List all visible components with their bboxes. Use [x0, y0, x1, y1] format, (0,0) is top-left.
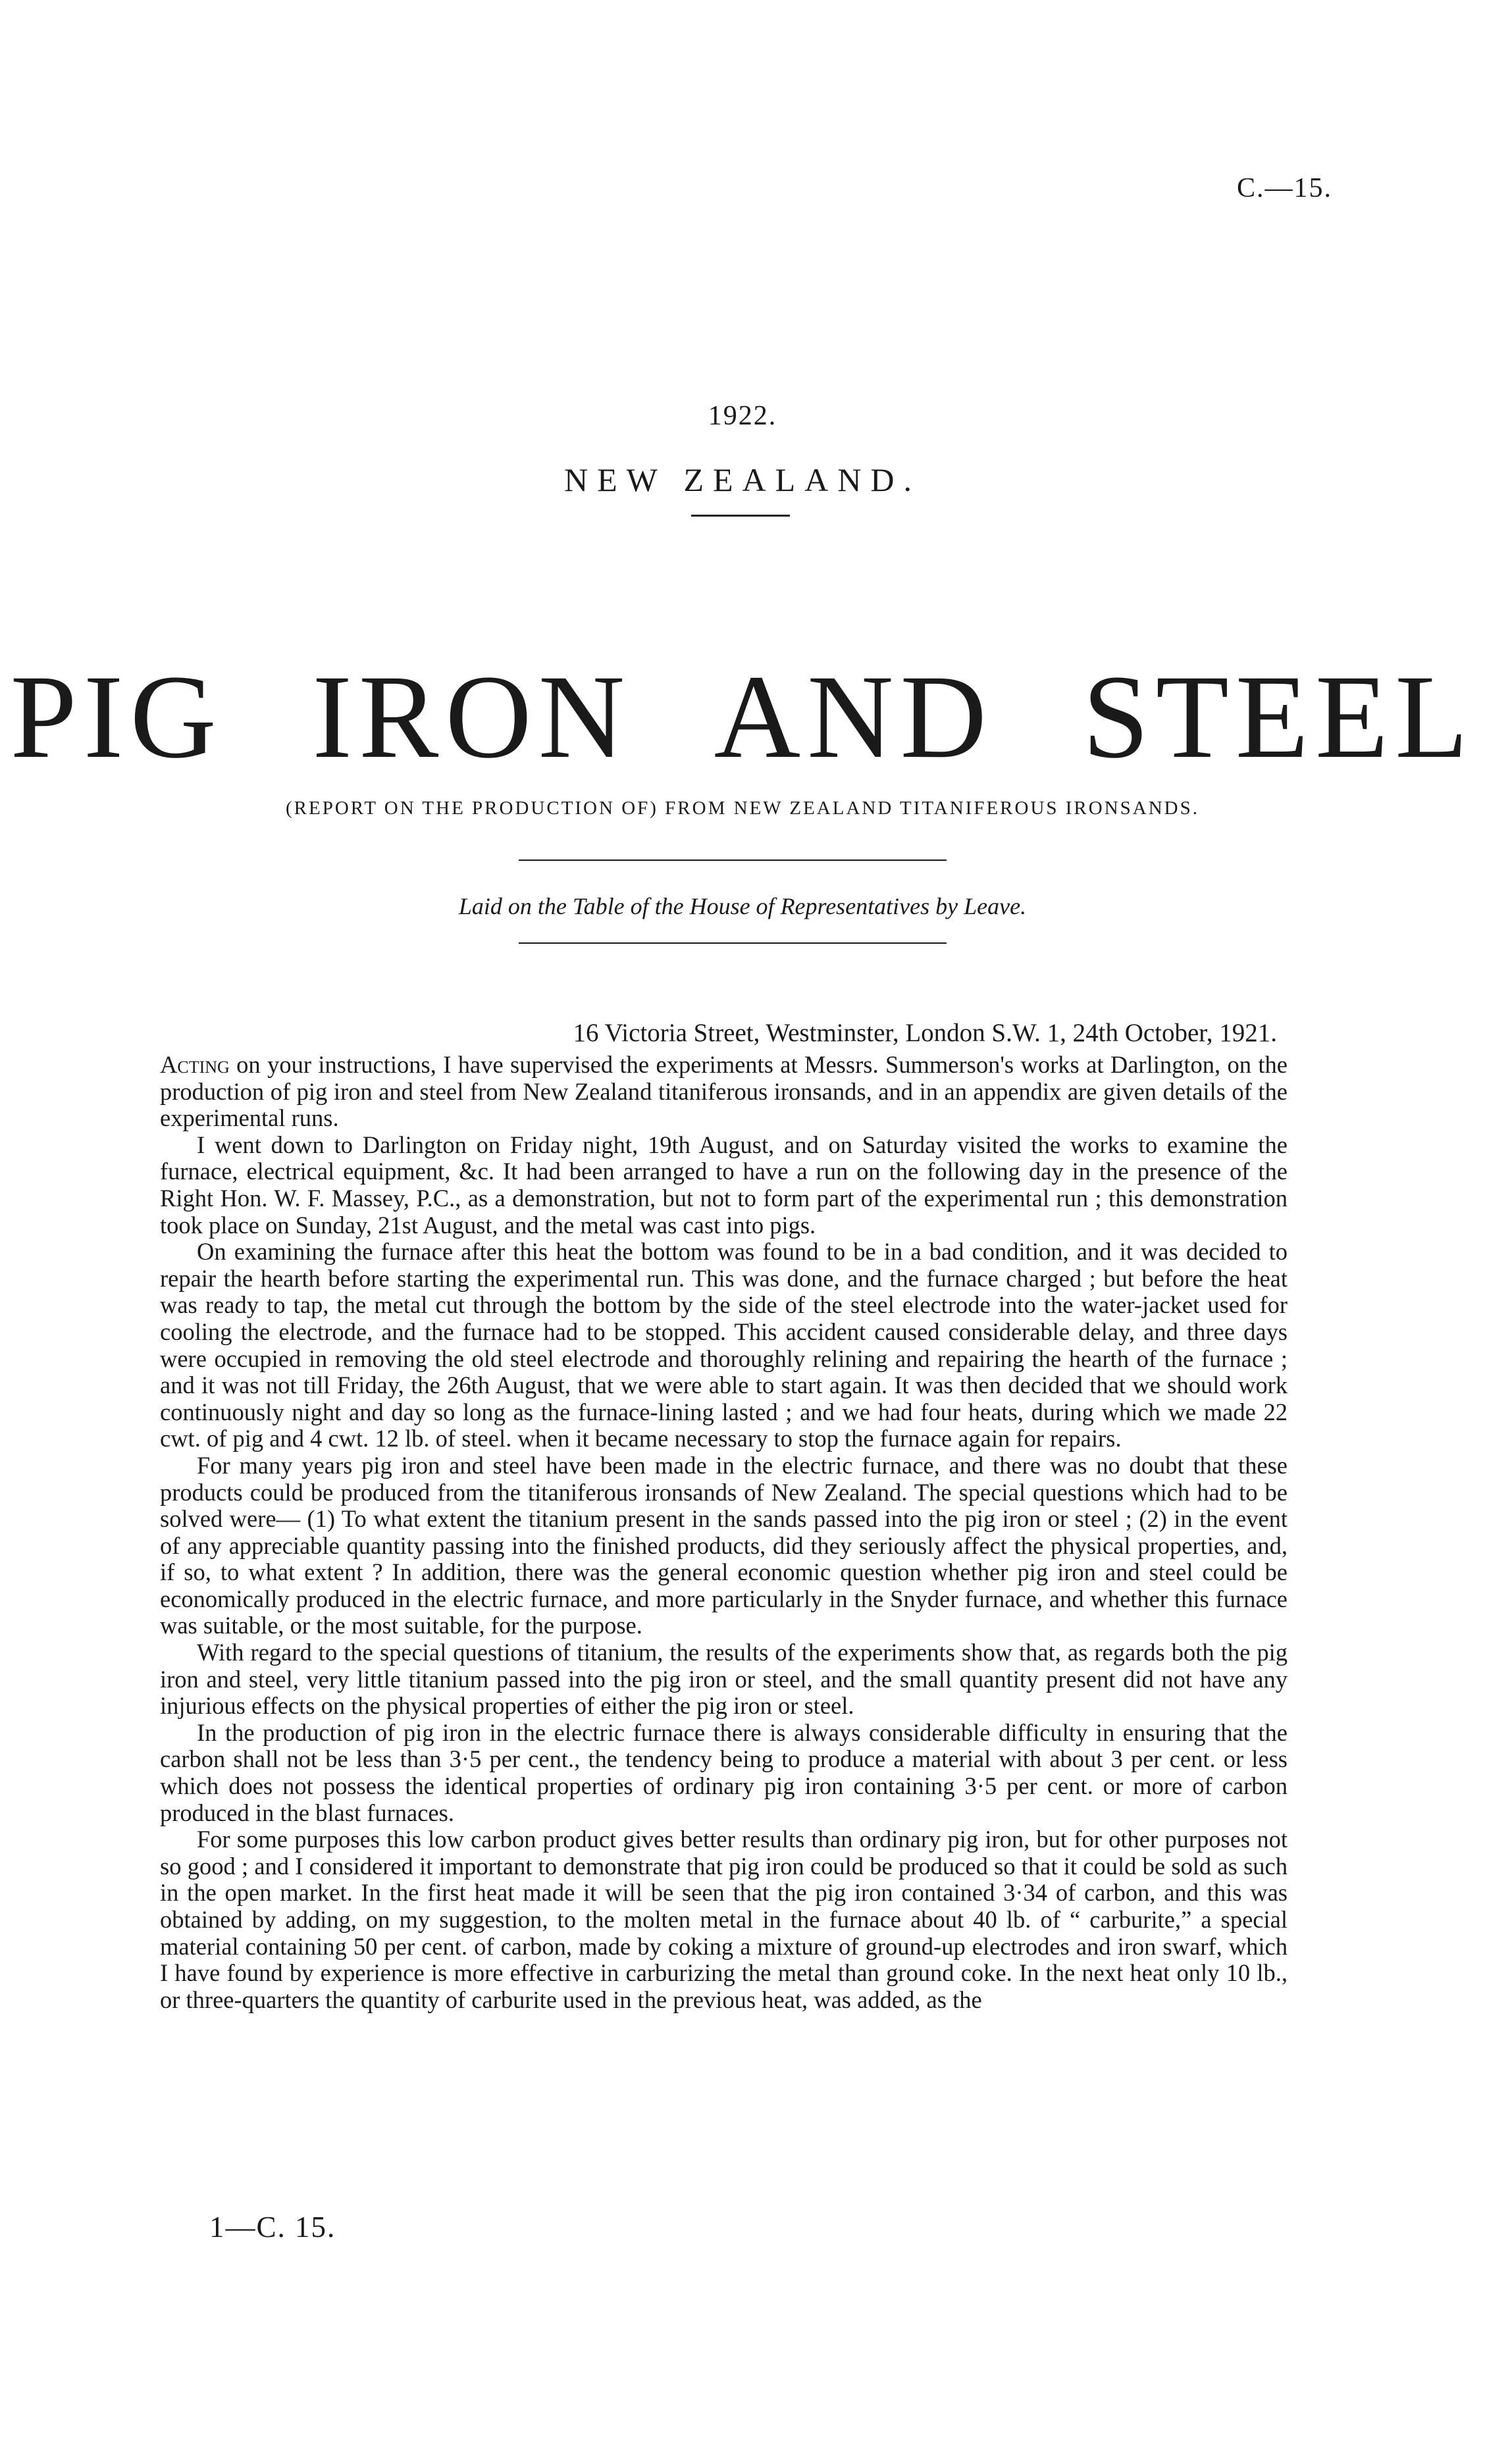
document-title: PIG IRON AND STEEL [10, 651, 1475, 783]
divider-rule [519, 860, 947, 861]
letter-body [160, 1052, 1288, 2013]
opening-word: Acting [160, 1051, 230, 1078]
laid-statement: Laid on the Table of the House of Representatives by Leave. [458, 893, 1027, 919]
footer-signature: 1—C. 15. [209, 2211, 336, 2244]
country-heading: NEW ZEALAND. [564, 461, 921, 498]
letter-address-date: 16 Victoria Street, Westminster, London S.W. 1, 24th October, 1921. [573, 1019, 1277, 1047]
divider-rule [691, 515, 790, 517]
page-reference: C.—15. [1236, 173, 1332, 203]
paragraph-text: on your instructions, I have supervised the experiments at Messrs. Summerson's works at Darlington, on the production of pig iron and steel from New Zealand titaniferous ironsands, and in an appendix are given details of the experimental runs. [160, 1051, 1288, 1132]
paragraph: I went down to Darlington on Friday night, 19th August, and on Saturday visited the works to examine the furnace, electrical equipment, &c. It had been arranged to have a run on the following day in the presence of the Right Hon. W. F. Massey, P.C., as a demonstration, but not to form part of the experimental run ; this demonstration took place on Sunday, 21st August, and the metal was cast into pigs. [160, 1131, 1288, 1239]
divider-rule [519, 942, 947, 944]
paragraph: With regard to the special questions of titanium, the results of the experiments show that, as regards both the pig iron and steel, very little titanium passed into the pig iron or steel, and the small quantity present did not have any injurious effects on the physical properties of either the pig iron or steel. [160, 1639, 1288, 1720]
paragraph: On examining the furnace after this heat the bottom was found to be in a bad condition, and it was decided to repair the hearth before starting the experimental run. This was done, and the furnace charged ; but before the heat was ready to tap, the metal cut through the bottom by the side of the steel electrode into the water-jacket used for cooling the electrode, and the furnace had to be stopped. This accident caused considerable delay, and three days were occupied in removing the old steel electrode and thoroughly relining and repairing the hearth of the furnace ; and it was not till Friday, the 26th August, that we were able to start again. It was then decided that we should work continuously night and day so long as the furnace-lining lasted ; and we had four heats, during which we made 22 cwt. of pig and 4 cwt. 12 lb. of steel. when it became necessary to stop the furnace again for repairs. [160, 1238, 1288, 1452]
document-subtitle: (REPORT ON THE PRODUCTION OF) FROM NEW ZEALAND TITANIFEROUS IRONSANDS. [285, 798, 1199, 819]
paragraph [160, 1052, 1288, 1132]
document-year: 1922. [708, 401, 777, 431]
paragraph: For many years pig iron and steel have been made in the electric furnace, and there was no doubt that these products could be produced from the titaniferous ironsands of New Zealand. The special questions which had to be solved were— (1) To what extent the titanium present in the sands passed into the pig iron or steel ; (2) in the event of any appreciable quantity passing into the finished products, did they seriously affect the physical properties, and, if so, to what extent ? In addition, there was the general economic question whether pig iron and steel could be economically produced in the electric furnace, and more particularly in the Snyder furnace, and whether this furnace was suitable, or the most suitable, for the purpose. [160, 1451, 1288, 1639]
paragraph: In the production of pig iron in the electric furnace there is always considerable difficulty in ensuring that the carbon shall not be less than 3·5 per cent., the tendency being to produce a material with about 3 per cent. or less which does not possess the identical properties of ordinary pig iron containing 3·5 per cent. or more of carbon produced in the blast furnaces. [160, 1718, 1288, 1826]
paragraph: For some purposes this low carbon product gives better results than ordinary pig iron, but for other purposes not so good ; and I considered it important to demonstrate that pig iron could be produced so that it could be sold as such in the open market. In the first heat made it will be seen that the pig iron contained 3·34 of carbon, and this was obtained by adding, on my suggestion, to the molten metal in the furnace about 40 lb. of “ carburite,” a special material containing 50 per cent. of carbon, made by coking a mixture of ground-up electrodes and iron swarf, which I have found by experience is more effective in carburizing the metal than ground coke. In the next heat only 10 lb., or three-quarters the quantity of carburite used in the previous heat, was added, as the [160, 1826, 1288, 2013]
